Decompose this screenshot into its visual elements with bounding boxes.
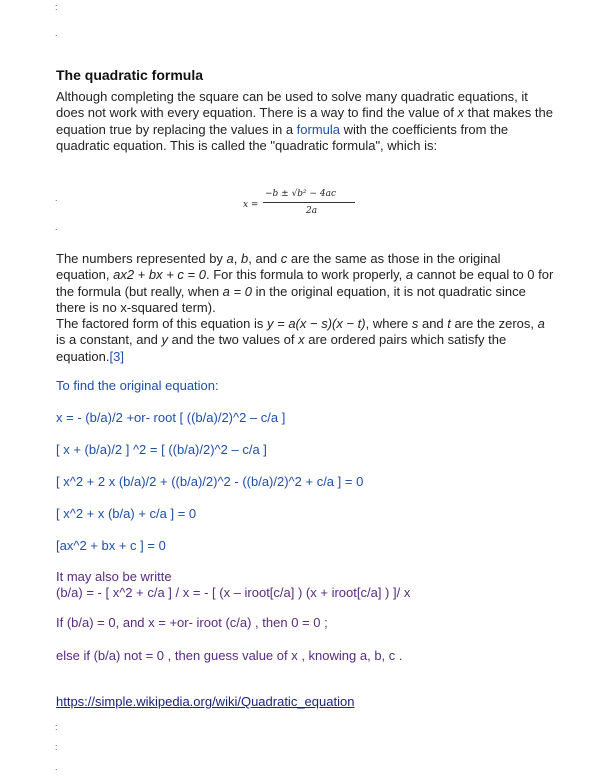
note-line: It may also be writte bbox=[56, 569, 172, 584]
text-run: and the two values of bbox=[168, 332, 299, 348]
citation-link[interactable]: [3] bbox=[109, 348, 124, 364]
note-line: else if (b/a) not = 0 , then guess value of x , knowing a, b, c . bbox=[56, 648, 403, 663]
intro-paragraph bbox=[56, 89, 556, 154]
derivation-line: [ x + (b/a)/2 ] ^2 = [ ((b/a)/2)^2 – c/a ] bbox=[56, 442, 267, 457]
note-line: (b/a) = - [ x^2 + c/a ] / x = - [ (x – iroot[c/a] ) (x + iroot[c/a] ) ]/ x bbox=[56, 585, 411, 600]
derivation-line: [ x^2 + 2 x (b/a)/2 + ((b/a)/2)^2 - ((b/a)/2)^2 + c/a ] = 0 bbox=[56, 474, 364, 489]
fraction-bar bbox=[263, 202, 355, 203]
formula-link[interactable]: formula bbox=[296, 121, 341, 137]
derivation-line: x = - (b/a)/2 +or- root [ ((b/a)/2)^2 – c/a ] bbox=[56, 410, 286, 425]
bullet-marker: : bbox=[55, 2, 58, 12]
bullet-marker: . bbox=[55, 762, 58, 772]
bullet-marker: . bbox=[55, 222, 58, 232]
factored-form-paragraph bbox=[56, 316, 556, 365]
derivation-line: [ax^2 + bx + c ] = 0 bbox=[56, 538, 166, 553]
text-run: . For this formula to work properly, bbox=[205, 267, 406, 283]
text-run: Although completing the square can be used to solve many quadratic equations, it does not work with every equation. There is a way to find the value of bbox=[56, 89, 528, 121]
text-run: The factored form of this equation is bbox=[56, 316, 267, 331]
bullet-marker: . bbox=[55, 193, 58, 203]
derivation-line: [ x^2 + x (b/a) + c/a ] = 0 bbox=[56, 506, 197, 521]
text-run: are the zeros, bbox=[450, 316, 538, 331]
bullet-marker: : bbox=[55, 742, 58, 752]
bullet-marker: . bbox=[55, 28, 58, 38]
text-run: are ordered pairs which satisfy the equation. bbox=[56, 332, 507, 364]
source-url-link[interactable]: https://simple.wikipedia.org/wiki/Quadratic_equation bbox=[56, 694, 355, 709]
bullet-marker: : bbox=[55, 722, 58, 732]
text-run: t bbox=[447, 316, 451, 331]
text-run: x bbox=[457, 105, 465, 121]
text-run: , and bbox=[248, 251, 281, 266]
text-run: c bbox=[280, 251, 288, 266]
text-run: y = a(x − s)(x − t) bbox=[267, 316, 366, 331]
text-run: ax2 + bx + c = 0 bbox=[113, 267, 206, 283]
text-run: , bbox=[233, 251, 242, 266]
formula-denominator: 2a bbox=[306, 206, 318, 216]
text-run: a bbox=[226, 251, 234, 266]
text-run: are the same as those in the original equation, bbox=[56, 251, 501, 283]
text-run: that makes the equation true by replacing the values in a bbox=[56, 105, 553, 137]
text-run: and bbox=[418, 316, 448, 331]
formula-lhs: x = bbox=[243, 200, 259, 210]
text-run: b bbox=[241, 251, 249, 266]
text-run: s bbox=[411, 316, 419, 331]
text-run: with the coefficients from the quadratic equation. This is called the "quadratic formula", which is: bbox=[56, 121, 509, 153]
text-run: a bbox=[405, 267, 414, 283]
derivation-heading: To find the original equation: bbox=[56, 378, 219, 393]
text-run: The numbers represented by bbox=[56, 251, 227, 266]
text-run: in the original equation, it is not quadratic since there is no x-squared term). bbox=[56, 283, 526, 315]
coefficients-paragraph bbox=[56, 251, 556, 316]
section-title: The quadratic formula bbox=[56, 67, 204, 83]
text-run: x bbox=[298, 332, 305, 348]
text-run: is a constant, and bbox=[56, 332, 162, 348]
text-run: a = 0 bbox=[222, 283, 252, 299]
text-run: , where bbox=[365, 316, 412, 331]
formula-numerator: −b ± √b² − 4ac bbox=[265, 189, 337, 199]
text-run: cannot be equal to 0 for the formula (but really, when bbox=[56, 267, 554, 299]
quadratic-formula bbox=[243, 189, 363, 221]
text-run: y bbox=[161, 332, 169, 348]
text-run: a bbox=[537, 316, 545, 331]
note-line: If (b/a) = 0, and x = +or- iroot (c/a) , then 0 = 0 ; bbox=[56, 615, 328, 630]
